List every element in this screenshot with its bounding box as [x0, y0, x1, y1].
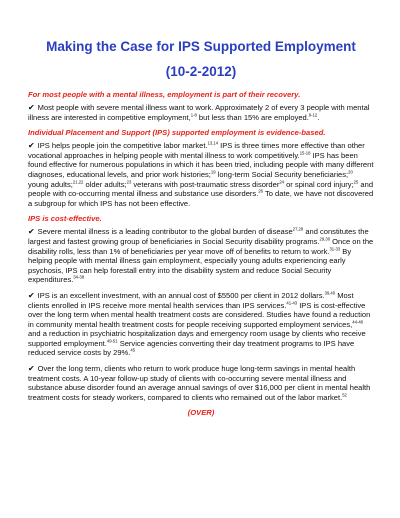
citation-reference: 44-48	[352, 319, 363, 325]
paragraph-text: and people with co-occurring mental illness and substance use disorders.	[28, 179, 374, 199]
citation-reference: 41-43	[286, 299, 298, 305]
paragraph-text: young adults;	[28, 179, 73, 189]
paragraph-text: and constitutes the largest and fastest growing group of beneficiaries in Social Security disability programs.	[28, 227, 369, 246]
citation-reference: 45	[130, 347, 136, 353]
paragraph-text: Severe mental illness is a leading contributor to the global burden of disease	[37, 227, 293, 237]
citation-reference: 25	[353, 179, 359, 185]
citation-reference: 29,30	[319, 236, 331, 242]
body-paragraph	[28, 291, 374, 358]
paragraph-text: or spinal cord injury;	[284, 179, 354, 189]
paragraph-text: Most people with severe mental illness want to work. Approximately 2 of every 3 people with mental illness are interested in competitive employment,	[28, 103, 370, 122]
paragraph-text: Service agencies converting their day treatment programs to IPS have reduced service costs by 29%.	[28, 338, 355, 358]
checkmark-icon: ✔	[28, 227, 35, 237]
body-paragraph	[28, 141, 374, 208]
paragraph-text: IPS has been found effective for numerous populations in which it has been tried, including people with many different diagnoses, educational levels, and prior work histories;	[28, 150, 374, 179]
citation-reference: 23	[126, 179, 132, 185]
citation-reference: 39,40	[324, 290, 336, 296]
citation-reference: 13,14	[207, 140, 219, 146]
citation-reference: 26	[258, 188, 263, 194]
paragraph-text: Once on the disability rolls, less than 1% of beneficiaries per year move off of benefits to return to work.	[28, 236, 374, 256]
checkmark-icon: ✔	[28, 290, 35, 300]
body-paragraph	[28, 227, 374, 285]
checkmark-icon: ✔	[28, 364, 35, 374]
paragraph-text: long-term Social Security beneficiaries;	[215, 169, 349, 179]
paragraph-text: IPS is three times more effective than other vocational approaches in helping people with mental illness to work competitively.	[28, 141, 365, 160]
paragraph-text: and a reduction in psychiatric hospitalization days and emergency room usage by clients who receive supported employment.	[28, 329, 366, 348]
paragraph-text: By helping people with mental illness gain employment, especially young adults experiencing early psychosis, IPS can help forestall entry into the disability system and reduce Social Security expenditures.	[28, 246, 352, 285]
paragraph-text: but less than 15% are employed.	[196, 112, 309, 122]
citation-reference: 15-18	[299, 150, 311, 156]
citation-reference: 31-33	[329, 246, 341, 252]
citation-reference: 20	[348, 169, 353, 175]
section-heading: For most people with a mental illness, employment is part of their recovery.	[28, 90, 301, 99]
body-paragraph	[28, 364, 374, 402]
paragraph-text: IPS is cost-effective over the long term when mental health treatment costs are considered. Studies have found a reduction in community mental health treatment costs for people receiving supported employment services,	[28, 300, 371, 329]
paragraph-text: .	[317, 112, 320, 122]
citation-reference: 24	[279, 179, 285, 185]
paragraph-text: IPS helps people join the competitive labor market.	[37, 141, 208, 151]
document-title: Making the Case for IPS Supported Employment	[46, 39, 356, 54]
citation-reference: 19	[210, 169, 216, 175]
paragraph-text: Over the long term, clients who return to work produce huge long-term savings in mental health treatment costs. A 10-year follow-up study of clients with co-occurring severe mental illness and substance abuse disorder found an average annual savings of over $16,000 per client in mental health treatment costs for steady workers, compared to clients who remained out of the labor market.	[28, 364, 371, 402]
citation-reference: 1-8	[190, 112, 197, 118]
over-label: (OVER)	[187, 408, 215, 418]
checkmark-icon: ✔	[28, 103, 35, 112]
checkmark-icon: ✔	[28, 141, 35, 151]
citation-reference: 21,22	[72, 179, 84, 185]
paragraph-text: Most clients enrolled in IPS receive more mental health services than IPS services.	[28, 290, 354, 310]
document-date: (10-2-2012)	[165, 64, 237, 79]
citation-reference: 34-38	[73, 274, 85, 280]
paragraph-text: older adults;	[83, 179, 127, 189]
citation-reference: 27,28	[292, 226, 304, 232]
section-heading: IPS is cost-effective.	[28, 214, 102, 224]
paragraph-text: veterans with post-traumatic stress disorder	[131, 179, 280, 189]
body-paragraph	[28, 103, 374, 122]
citation-reference: 49-51	[106, 338, 118, 344]
paragraph-text: To date, we have not discovered a subgroup for which IPS has not been effective.	[28, 189, 374, 208]
section-heading: Individual Placement and Support (IPS) supported employment is evidence-based.	[28, 128, 326, 138]
document-body	[28, 90, 374, 402]
paragraph-text: IPS is an excellent investment, with an annual cost of $5500 per client in 2012 dollars.	[37, 290, 325, 300]
citation-reference: 9-12	[308, 112, 318, 118]
citation-reference: 52	[342, 392, 347, 398]
